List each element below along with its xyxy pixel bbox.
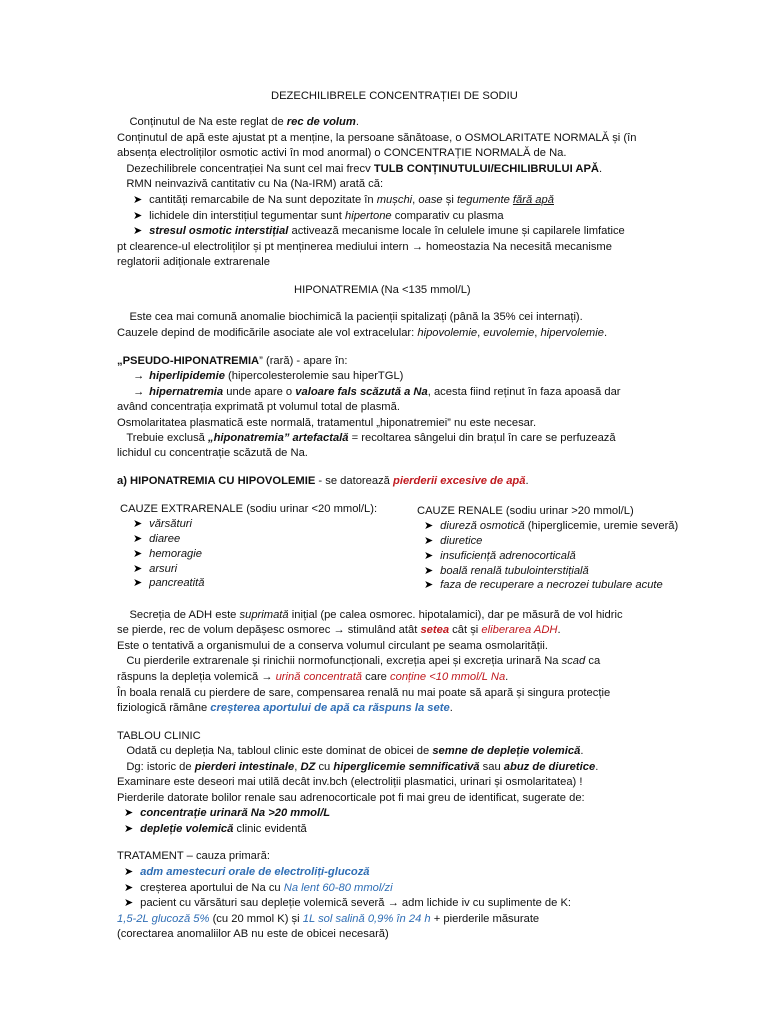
text: , acesta fiind reținut în faza apoasă dar xyxy=(427,386,621,398)
text: semne de depleție volemică xyxy=(432,745,581,757)
text: adm amestecuri orale de electroliți-glucoză xyxy=(140,866,370,878)
text: . xyxy=(525,475,529,487)
text: hipertone xyxy=(345,210,392,222)
extrarenal-item xyxy=(133,562,177,576)
text: unde apare o xyxy=(223,386,296,398)
adh-line-1 xyxy=(117,608,623,622)
arrow-bullet-icon: ➤ xyxy=(133,225,143,237)
renal-item xyxy=(424,549,576,563)
text: setea xyxy=(420,624,450,636)
text: creșterea aportului de Na cu xyxy=(140,882,284,894)
renal-item xyxy=(424,519,678,533)
renal-title: CAUZE RENALE (sodiu urinar >20 mmol/L) xyxy=(417,505,634,517)
intro-line-7: reglatorii adiționale extrarenale xyxy=(117,256,270,268)
text: urină concentrată xyxy=(275,671,363,683)
text: inițial (pe calea osmorec. hipotalamici), dar pe măsură de vol hidric xyxy=(288,609,623,621)
text: (hipercolesterolemie sau hiperTGL) xyxy=(224,370,404,382)
text: diaree xyxy=(149,533,181,545)
extrarenal-title: CAUZE EXTRARENALE (sodiu urinar <20 mmol/L): xyxy=(120,503,378,515)
text: diuretice xyxy=(440,535,483,547)
text: „hiponatremia” artefactală xyxy=(208,432,349,444)
extrarenal-item xyxy=(133,532,180,546)
text: Este cea mai comună anomalie biochimică la pacienții spitalizați (până la 35% cei internați). xyxy=(129,311,583,323)
text: conține <10 mmol/L Na xyxy=(390,671,506,683)
text: abuz de diuretice xyxy=(503,761,596,773)
text: suprimată xyxy=(239,609,289,621)
text: Cauzele depind de modificările asociate ale vol extracelular: xyxy=(117,327,418,339)
pseudo-item-1 xyxy=(133,369,403,383)
adh-line-4 xyxy=(117,654,600,668)
text: diureză osmotică xyxy=(440,520,525,532)
intro-line-6: pt clearence-ul electroliților și pt menținerea mediului intern → homeostazia Na necesită mecanisme xyxy=(117,241,612,253)
text: cât și xyxy=(449,624,482,636)
arrow-bullet-icon: ➤ xyxy=(124,807,134,819)
tratament-title: TRATAMENT – cauza primară: xyxy=(117,850,270,862)
pseudo-line-4: Osmolaritatea plasmatică este normală, tratamentul „hiponatremiei” nu este necesar. xyxy=(117,417,537,429)
arrow-bullet-icon: ➤ xyxy=(424,579,434,591)
text: fără apă xyxy=(512,194,554,206)
text: pierderi intestinale xyxy=(194,761,295,773)
text: Secreția de ADH este xyxy=(129,609,240,621)
text: hemoragie xyxy=(149,548,202,560)
text: sau xyxy=(479,761,504,773)
tablou-line-4: Pierderile datorate bolilor renale sau adrenocorticale pot fi mai greu de identificat, sugerate de: xyxy=(117,792,585,804)
tablou-line-1 xyxy=(117,744,583,758)
adh-line-6: În boala renală cu pierdere de sare, compensarea renală nu mai poate să apară și singura protecție xyxy=(117,687,611,699)
tablou-bullet-2 xyxy=(124,822,307,836)
text: cantități remarcabile de Na sunt depozitate în xyxy=(149,194,377,206)
text: oase xyxy=(418,194,443,206)
tratament-line-5: (corectarea anomaliilor AB nu este de obicei necesară) xyxy=(117,928,389,940)
text: Conținutul de Na este reglat de xyxy=(129,116,287,128)
text: 1,5-2L glucoză 5% xyxy=(117,913,210,925)
intro-bullet-3 xyxy=(133,224,625,238)
text: Dezechilibrele concentrației Na sunt cel mai frecv xyxy=(126,163,374,175)
arrow-bullet-icon: ➤ xyxy=(424,520,434,532)
text: scad xyxy=(561,655,586,667)
arrow-bullet-icon: ➤ xyxy=(133,563,143,575)
tablou-bullet-1 xyxy=(124,806,330,820)
intro-line-1 xyxy=(117,115,359,129)
text: pancreatită xyxy=(149,577,205,589)
arrow-bullet-icon: ➤ xyxy=(124,866,134,878)
intro-line-2: Conținutul de apă este ajustat pt a menține, la persoane sănătoase, o OSMOLARITATE NORMALĂ și (în xyxy=(117,132,637,144)
text: , xyxy=(412,194,419,206)
text: = recoltarea sângelui din brațul în care se perfuzează xyxy=(348,432,616,444)
text: și xyxy=(442,194,457,206)
text: faza de recuperare a necrozei tubulare acute xyxy=(440,579,663,591)
text: pacient cu vărsături sau depleție volemică severă → adm lichide iv cu suplimente de K: xyxy=(140,897,572,909)
extrarenal-item xyxy=(133,517,192,531)
pseudo-line-5 xyxy=(117,431,616,445)
text: stresul osmotic interstițial xyxy=(149,225,289,237)
renal-item xyxy=(424,564,589,578)
text: cu xyxy=(315,761,334,773)
text: RMN neinvazivă cantitativ cu Na (Na-IRM) arată că: xyxy=(126,178,384,190)
text: . xyxy=(603,327,608,339)
intro-line-4 xyxy=(117,162,602,176)
section-a-heading xyxy=(117,474,529,488)
text: ca xyxy=(585,655,601,667)
text: . xyxy=(449,702,453,714)
extrarenal-item xyxy=(133,547,202,561)
text: Na lent 60-80 mmol/zi xyxy=(283,882,393,894)
text: care xyxy=(362,671,391,683)
text: Odată cu depleția Na, tabloul clinic este dominat de obicei de xyxy=(126,745,433,757)
pseudo-heading xyxy=(117,354,347,368)
text: rec de volum xyxy=(286,116,356,128)
arrow-bullet-icon: ➤ xyxy=(133,548,143,560)
text: „PSEUDO-HIPONATREMIA xyxy=(117,355,260,367)
renal-item xyxy=(424,534,482,548)
hyponatremia-title: HIPONATREMIA (Na <135 mmol/L) xyxy=(294,284,471,296)
tratament-line-4 xyxy=(117,912,539,926)
tratament-bullet-1 xyxy=(124,865,370,879)
arrow-bullet-icon: ➤ xyxy=(424,550,434,562)
text: ” (rară) - apare în: xyxy=(259,355,348,367)
text: . xyxy=(580,745,584,757)
adh-line-5 xyxy=(117,670,508,684)
arrow-bullet-icon: ➤ xyxy=(133,518,143,530)
text: depleție volemică xyxy=(140,823,234,835)
text: , xyxy=(534,327,541,339)
text: lichidele din interstițiul tegumentar sunt xyxy=(149,210,345,222)
arrow-bullet-icon: ➤ xyxy=(424,535,434,547)
intro-line-5 xyxy=(117,177,383,191)
text: a) HIPONATREMIA CU HIPOVOLEMIE xyxy=(117,475,316,487)
text: Cu pierderile extrarenale și rinichii normofuncționali, excreția apei și excreția urinară Na xyxy=(126,655,562,667)
text: pierderii excesive de apă xyxy=(393,475,526,487)
renal-item xyxy=(424,578,663,592)
text: se pierde, rec de volum depășesc osmorec → stimulând atât xyxy=(117,624,421,636)
text: clinic evidentă xyxy=(233,823,307,835)
text: insuficiență adrenocorticală xyxy=(440,550,576,562)
arrow-bullet-icon: ➤ xyxy=(133,194,143,206)
text: hipervolemie xyxy=(540,327,604,339)
text: . xyxy=(599,163,603,175)
adh-line-2 xyxy=(117,623,561,637)
tablou-line-2 xyxy=(117,760,598,774)
text: . xyxy=(595,761,599,773)
right-arrow-icon: → xyxy=(133,386,145,398)
arrow-bullet-icon: ➤ xyxy=(124,882,134,894)
text: Na >20 mmol/L xyxy=(247,807,331,819)
arrow-bullet-icon: ➤ xyxy=(133,533,143,545)
text: răspuns la depleția volemică → xyxy=(117,671,276,683)
text: vărsături xyxy=(149,518,193,530)
text: comparativ cu plasma xyxy=(391,210,504,222)
text: eliberarea ADH xyxy=(481,624,558,636)
pseudo-item-2 xyxy=(133,385,621,399)
intro-bullet-2 xyxy=(133,209,504,223)
text: 1L sol salină 0,9% în 24 h xyxy=(302,913,431,925)
text: hipovolemie xyxy=(417,327,478,339)
text: mușchi xyxy=(376,194,413,206)
arrow-bullet-icon: ➤ xyxy=(133,577,143,589)
hypo-line-1 xyxy=(117,310,583,324)
text: , xyxy=(294,761,301,773)
document-title: DEZECHILIBRELE CONCENTRAȚIEI DE SODIU xyxy=(271,90,518,102)
intro-line-3: absența electroliților osmotic activi în mod anormal) o CONCENTRAȚIE NORMALĂ de Na. xyxy=(117,147,567,159)
text: valoare fals scăzută a Na xyxy=(295,386,428,398)
text: . xyxy=(557,624,561,636)
right-arrow-icon: → xyxy=(133,370,145,382)
text: hiperlipidemie xyxy=(149,370,225,382)
text: fiziologică rămâne xyxy=(117,702,211,714)
intro-bullet-1 xyxy=(133,193,554,207)
tablou-line-3: Examinare este deseori mai utilă decât inv.bch (electroliții plasmatici, urinari și osmolaritatea) ! xyxy=(117,776,583,788)
text: - se datorează xyxy=(315,475,394,487)
text: concentrație urinară xyxy=(140,807,248,819)
text: hiperglicemie semnificativă xyxy=(333,761,480,773)
text: hipernatremia xyxy=(149,386,224,398)
text: . xyxy=(355,116,359,128)
arrow-bullet-icon: ➤ xyxy=(133,210,143,222)
pseudo-line-6: lichidul cu concentrație scăzută de Na. xyxy=(117,447,308,459)
text: arsuri xyxy=(149,563,178,575)
text: Dg: istoric de xyxy=(126,761,195,773)
arrow-bullet-icon: ➤ xyxy=(124,823,134,835)
text: DZ xyxy=(300,761,316,773)
arrow-bullet-icon: ➤ xyxy=(124,897,134,909)
text: creșterea aportului de apă ca răspuns la sete xyxy=(210,702,450,714)
text: activează mecanisme locale în celulele imune și capilarele limfatice xyxy=(288,225,625,237)
text: Trebuie exclusă xyxy=(126,432,208,444)
hypo-line-2 xyxy=(117,326,607,340)
tablou-title: TABLOU CLINIC xyxy=(117,730,201,742)
extrarenal-item xyxy=(133,576,204,590)
arrow-bullet-icon: ➤ xyxy=(424,565,434,577)
text: . xyxy=(505,671,509,683)
tratament-bullet-3 xyxy=(124,896,571,910)
adh-line-3: Este o tentativă a organismului de a conserva volumul circulant pe seama osmolarității. xyxy=(117,640,548,652)
text: tegumente xyxy=(456,194,510,206)
text: (cu 20 mmol K) și xyxy=(209,913,303,925)
text: euvolemie xyxy=(483,327,535,339)
adh-line-7 xyxy=(117,701,453,715)
text: (hiperglicemie, uremie severă) xyxy=(524,520,679,532)
tratament-bullet-2 xyxy=(124,881,393,895)
text: TULB CONȚINUTULUI/ECHILIBRULUI APĂ xyxy=(373,163,599,175)
text: , xyxy=(477,327,484,339)
pseudo-line-3: având concentrația exprimată pt volumul total de plasmă. xyxy=(117,401,400,413)
text: boală renală tubulointerstițială xyxy=(440,565,589,577)
text: + pierderile măsurate xyxy=(430,913,540,925)
